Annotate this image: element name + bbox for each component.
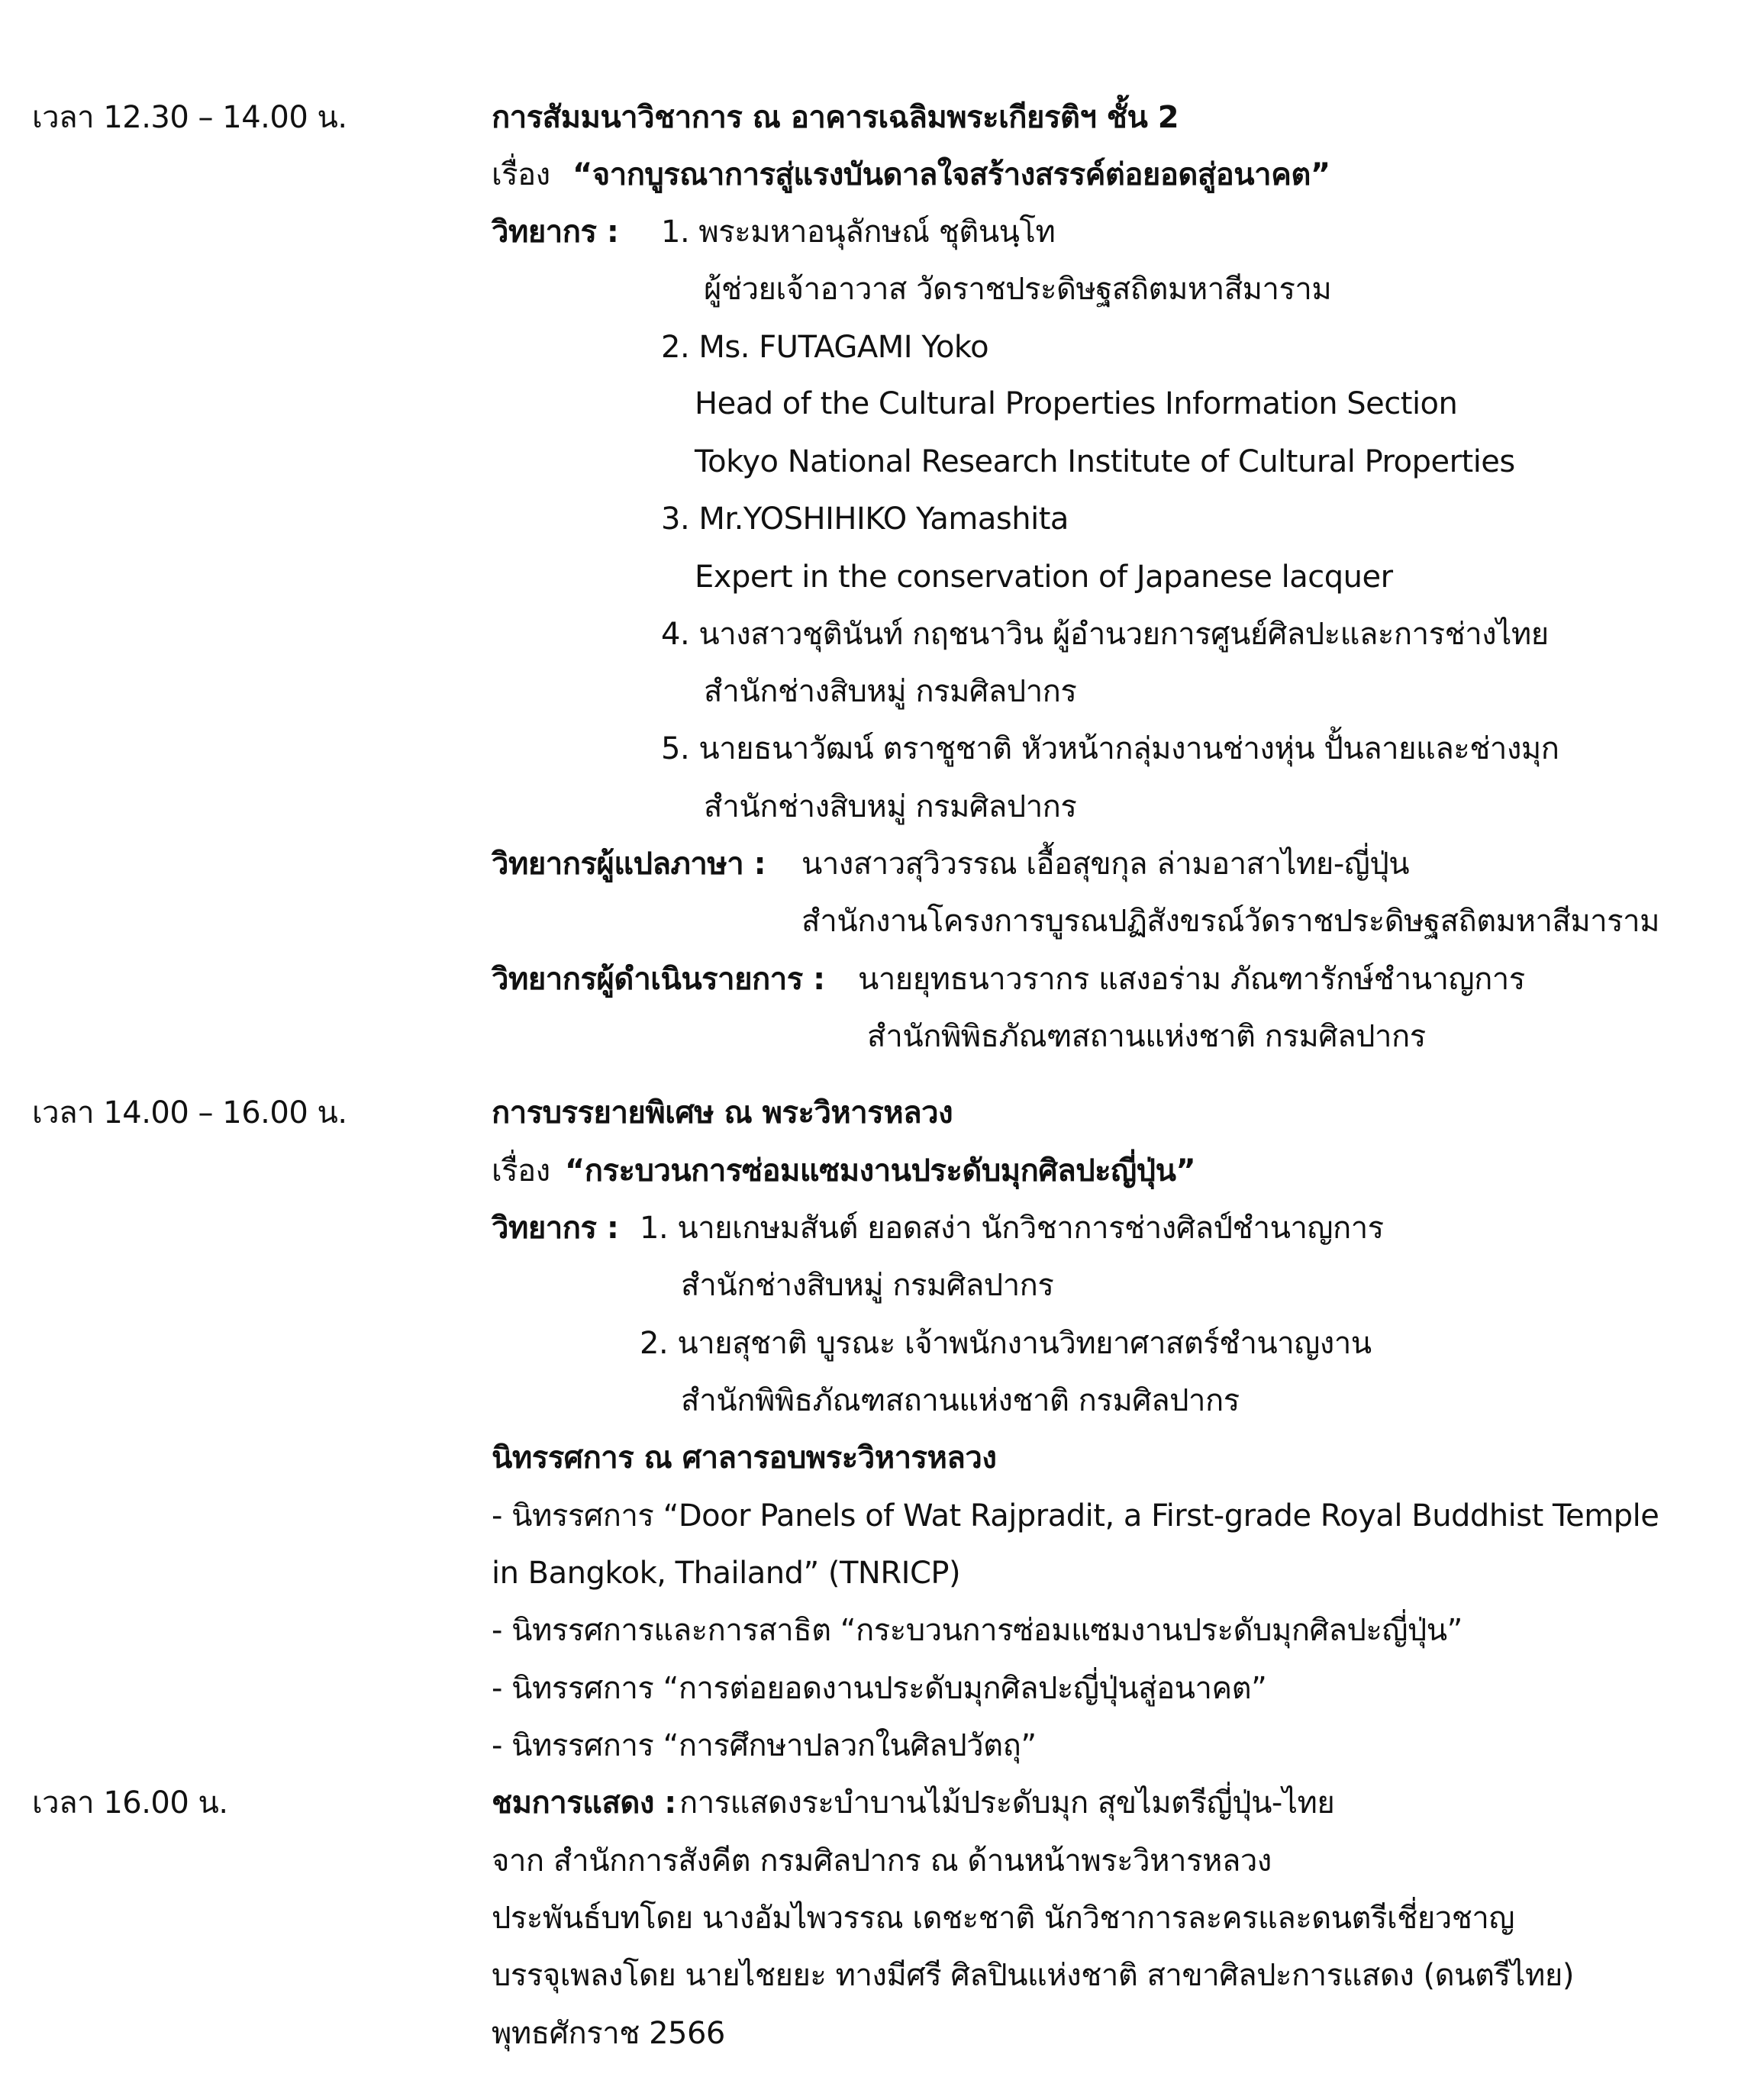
performance-writer: ประพันธ์บทโดย นางอัมไพวรรณ เดชะชาติ นักวิชาการละครและดนตรีเชี่ยวชาญ bbox=[492, 1901, 1514, 1936]
session-1-topic: “จากบูรณาการสู่แรงบันดาลใจสร้างสรรค์ต่อยอดสู่อนาคต” bbox=[572, 157, 1330, 192]
exhibition-item-4: - นิทรรศการ “การศึกษาปลวกในศิลปวัตถุ” bbox=[492, 1728, 1037, 1763]
session-1-title: การสัมมนาวิชาการ ณ อาคารเฉลิมพระเกียรติฯ ชั้น 2 bbox=[492, 100, 1179, 135]
speaker-2-organization: Tokyo National Research Institute of Cultural Properties bbox=[695, 444, 1515, 479]
moderator-name: นายยุทธนาวรากร แสงอร่าม ภัณฑารักษ์ชำนาญการ bbox=[858, 962, 1525, 997]
exhibition-item-2: - นิทรรศการและการสาธิต “กระบวนการซ่อมแซมงานประดับมุกศิลปะญี่ปุ่น” bbox=[492, 1613, 1462, 1648]
speaker-3-name: 3. Mr.YOSHIHIKO Yamashita bbox=[661, 502, 1069, 537]
speaker-4-name: 4. นางสาวชุตินันท์ กฤชนาวิน ผู้อำนวยการศูนย์ศิลปะและการช่างไทย bbox=[661, 617, 1549, 652]
session-2-speakers-label: วิทยากร : bbox=[492, 1211, 619, 1246]
exhibition-item-3: - นิทรรศการ “การต่อยอดงานประดับมุกศิลปะญี่ปุ่นสู่อนาคต” bbox=[492, 1671, 1267, 1706]
speaker-5-organization: สำนักช่างสิบหมู่ กรมศิลปากร bbox=[704, 789, 1077, 824]
s2-speaker-2-organization: สำนักพิพิธภัณฑสถานแห่งชาติ กรมศิลปากร bbox=[681, 1383, 1240, 1418]
moderator-organization: สำนักพิพิธภัณฑสถานแห่งชาติ กรมศิลปากร bbox=[867, 1019, 1426, 1054]
s2-speaker-2-name: 2. นายสุชาติ บูรณะ เจ้าพนักงานวิทยาศาสตร์ชำนาญงาน bbox=[640, 1326, 1372, 1361]
speaker-3-position: Expert in the conservation of Japanese lacquer bbox=[695, 560, 1393, 595]
translator-name: นางสาวสุวิวรรณ เอื้อสุขกุล ล่ามอาสาไทย-ญี่ปุ่น bbox=[801, 847, 1410, 882]
session-2-time: เวลา 14.00 – 16.00 น. bbox=[32, 1095, 347, 1130]
performance-title: การแสดงระบำบานไม้ประดับมุก สุขไมตรีญี่ปุ่น-ไทย bbox=[679, 1785, 1335, 1821]
speaker-2-name: 2. Ms. FUTAGAMI Yoko bbox=[661, 330, 989, 365]
moderator-label: วิทยากรผู้ดำเนินรายการ : bbox=[492, 962, 825, 997]
session-1-topic-label: เรื่อง bbox=[492, 157, 550, 192]
s2-speaker-1-organization: สำนักช่างสิบหมู่ กรมศิลปากร bbox=[681, 1268, 1054, 1303]
session-2-topic: “กระบวนการซ่อมแซมงานประดับมุกศิลปะญี่ปุ่น” bbox=[565, 1153, 1196, 1188]
session-2-title: การบรรยายพิเศษ ณ พระวิหารหลวง bbox=[492, 1095, 953, 1130]
session-1-speakers-label: วิทยากร : bbox=[492, 214, 619, 250]
performance-venue: จาก สำนักการสังคีต กรมศิลปากร ณ ด้านหน้าพระวิหารหลวง bbox=[492, 1843, 1272, 1879]
session-2-topic-label: เรื่อง bbox=[492, 1153, 550, 1188]
exhibition-item-1: - นิทรรศการ “Door Panels of Wat Rajpradit, a First-grade Royal Buddhist Temple bbox=[492, 1498, 1659, 1534]
speaker-5-name: 5. นายธนาวัฒน์ ตราชูชาติ หัวหน้ากลุ่มงานช่างหุ่น ปั้นลายและช่างมุก bbox=[661, 731, 1559, 766]
s2-speaker-1-name: 1. นายเกษมสันต์ ยอดสง่า นักวิชาการช่างศิลป์ชำนาญการ bbox=[640, 1211, 1384, 1246]
exhibition-title: นิทรรศการ ณ ศาลารอบพระวิหารหลวง bbox=[492, 1440, 997, 1476]
session-3-label: ชมการแสดง : bbox=[492, 1785, 676, 1821]
performance-year: พุทธศักราช 2566 bbox=[492, 2016, 725, 2051]
session-3-time: เวลา 16.00 น. bbox=[32, 1785, 228, 1821]
session-1-time: เวลา 12.30 – 14.00 น. bbox=[32, 100, 347, 135]
performance-composer: บรรจุเพลงโดย นายไชยยะ ทางมีศรี ศิลปินแห่งชาติ สาขาศิลปะการแสดง (ดนตรีไทย) bbox=[492, 1958, 1574, 1993]
exhibition-item-1-cont: in Bangkok, Thailand” (TNRICP) bbox=[492, 1556, 961, 1591]
translator-organization: สำนักงานโครงการบูรณปฏิสังขรณ์วัดราชประดิษฐสถิตมหาสีมาราม bbox=[801, 904, 1659, 939]
translator-label: วิทยากรผู้แปลภาษา : bbox=[492, 847, 766, 882]
speaker-4-organization: สำนักช่างสิบหมู่ กรมศิลปากร bbox=[704, 674, 1077, 709]
speaker-1-name: 1. พระมหาอนุลักษณ์ ชุตินนฺโท bbox=[661, 214, 1056, 250]
speaker-2-position: Head of the Cultural Properties Information Section bbox=[695, 386, 1458, 421]
speaker-1-position: ผู้ช่วยเจ้าอาวาส วัดราชประดิษฐสถิตมหาสีมาราม bbox=[704, 272, 1332, 307]
